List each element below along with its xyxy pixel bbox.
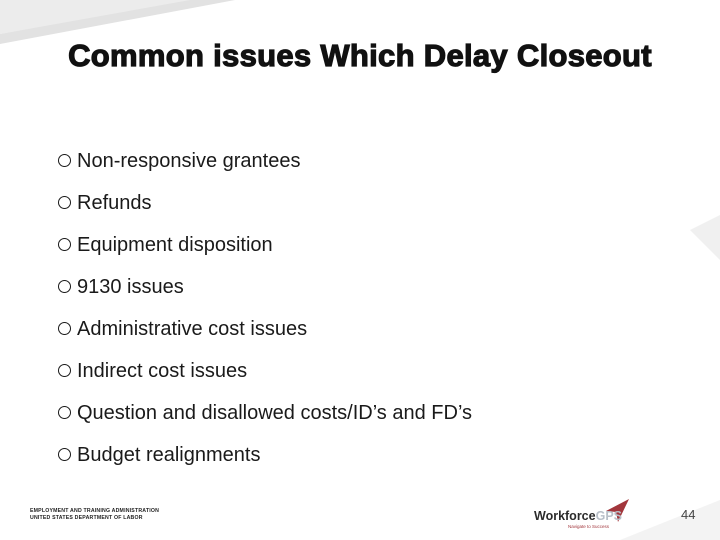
list-item [58, 434, 472, 476]
bullet-text: Equipment disposition [77, 233, 273, 256]
list-item [58, 266, 472, 308]
bullet-text: Question and disallowed costs/ID’s and FD’s [77, 401, 473, 424]
circle-bullet-icon [58, 196, 71, 209]
circle-bullet-icon [58, 364, 71, 377]
circle-bullet-icon [58, 280, 71, 293]
circle-bullet-icon [58, 238, 71, 251]
list-item [58, 224, 472, 266]
circle-bullet-icon [58, 322, 71, 335]
bullet-text: Non-responsive grantees [77, 149, 301, 172]
bullet-text: 9130 issues [77, 275, 184, 298]
circle-bullet-icon [58, 154, 71, 167]
bullet-text: Indirect cost issues [77, 359, 248, 382]
workforce-word: Workforce [534, 509, 596, 523]
workforce-gps-wordmark [534, 509, 622, 523]
list-item [58, 350, 472, 392]
circle-bullet-icon [58, 448, 71, 461]
list-item [58, 140, 472, 182]
bullet-text: Budget realignments [77, 443, 261, 466]
list-item [58, 392, 472, 434]
workforce-tagline: Navigate to Success [568, 524, 610, 529]
list-item [58, 182, 472, 224]
slide-title: Common issues Which Delay Closeout [68, 38, 652, 73]
dol-logo-line1: EMPLOYMENT AND TRAINING ADMINISTRATION [30, 508, 160, 514]
bullet-text: Administrative cost issues [77, 317, 308, 340]
dol-logo-line2: UNITED STATES DEPARTMENT OF LABOR [30, 514, 143, 521]
list-item [58, 308, 472, 350]
bullet-list [58, 140, 472, 476]
bullet-text: Refunds [77, 191, 152, 214]
workforce-gps-logo [534, 497, 634, 531]
circle-bullet-icon [58, 406, 71, 419]
page-number: 44 [681, 507, 696, 522]
dol-eta-logo [30, 508, 159, 521]
gps-word: GPS [595, 509, 622, 523]
